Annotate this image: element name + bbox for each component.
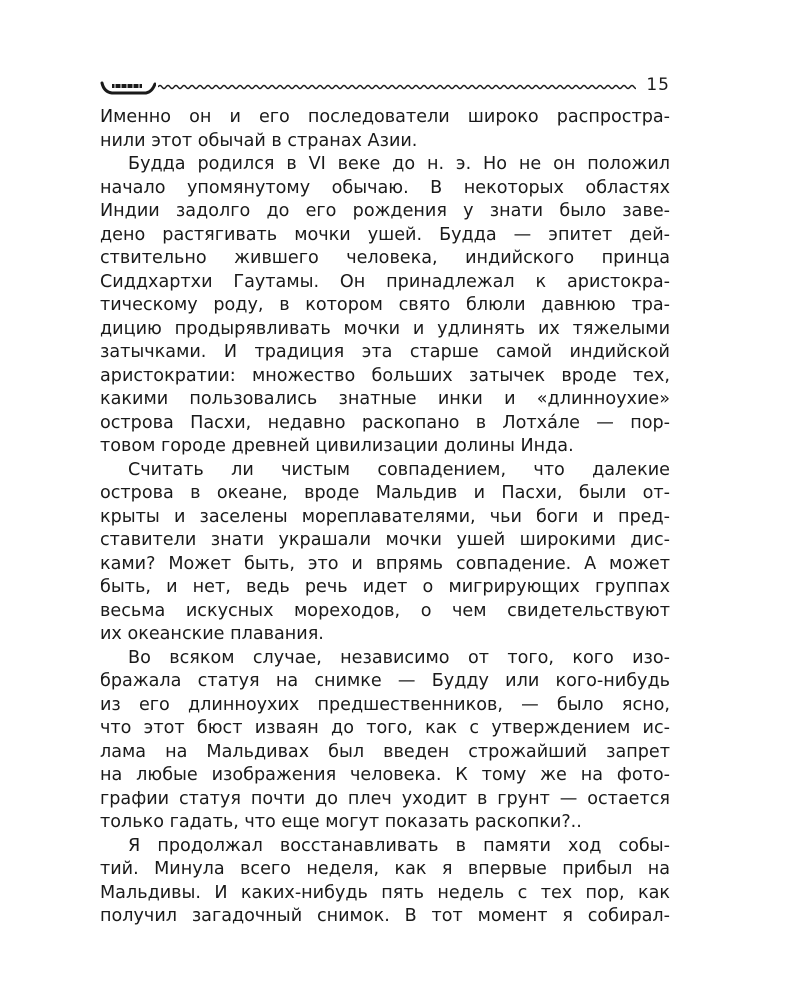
text-line: ствительно жившего человека, индийского принца bbox=[100, 248, 670, 268]
paragraph bbox=[100, 647, 670, 835]
text-line: Будда родился в VI веке до н. э. Но не он положил bbox=[128, 154, 670, 174]
text-line: острова Пасхи, недавно раскопано в Лотха́ле — пор- bbox=[100, 412, 670, 433]
text-line: Я продолжал восстанавливать в памяти ход собы- bbox=[128, 835, 670, 856]
text-line: дено растягивать мочки ушей. Будда — эпитет дей- bbox=[100, 224, 670, 245]
text-line: какими пользовались знатные инки и «длинноухие» bbox=[100, 389, 670, 409]
text-line: только гадать, что еще могут показать раскопки?.. bbox=[100, 812, 582, 832]
text-line: аристократии: множество больших затычек вроде тех, bbox=[100, 365, 670, 386]
text-line: получил загадочный снимок. В тот момент я собирал- bbox=[100, 906, 670, 926]
wave-rule bbox=[158, 82, 636, 92]
text-line: тическому роду, в котором свято блюли давнюю тра- bbox=[100, 295, 670, 315]
text-line: из его длинноухих предшественников, — было ясно, bbox=[100, 694, 670, 715]
text-line: Во всяком случае, независимо от того, кого изо- bbox=[128, 647, 670, 668]
text-line: дицию продырявливать мочки и удлинять их тяжелыми bbox=[100, 318, 670, 339]
paragraph bbox=[100, 459, 670, 647]
text-line: Считать ли чистым совпадением, что далекие bbox=[128, 459, 670, 480]
text-line: лама на Мальдивах был введен строжайший запрет bbox=[100, 741, 670, 762]
text-line: ками? Может быть, это и впрямь совпадение. А может bbox=[100, 553, 670, 574]
text-line: быть, и нет, ведь речь идет о мигрирующих группах bbox=[100, 577, 670, 597]
text-line: начало упомянутому обычаю. В некоторых областях bbox=[100, 177, 670, 198]
text-line: острова в океане, вроде Мальдив и Пасхи, были от- bbox=[100, 483, 670, 503]
text-line: на любые изображения человека. К тому же на фото- bbox=[100, 765, 670, 785]
text-line: тий. Минула всего неделя, как я впервые прибыл на bbox=[100, 859, 670, 879]
text-line: ставители знати украшали мочки ушей широкими дис- bbox=[100, 530, 670, 550]
text-line: что этот бюст изваян до того, как с утверждением ис- bbox=[100, 718, 670, 738]
text-line: Индии задолго до его рождения у знати было заве- bbox=[100, 201, 670, 221]
text-line: товом городе древней цивилизации долины Инда. bbox=[100, 436, 574, 456]
paragraph bbox=[100, 153, 670, 459]
text-line: бражала статуя на снимке — Будду или кого-нибудь bbox=[100, 671, 670, 691]
text-line: Сиддхартхи Гаутамы. Он принадлежал к аристокра- bbox=[100, 271, 670, 292]
text-line: крыты и заселены мореплавателями, чьи боги и пред- bbox=[100, 506, 670, 527]
text-line: весьма искусных мореходов, о чем свидетельствуют bbox=[100, 600, 670, 621]
text-line: нили этот обычай в странах Азии. bbox=[100, 130, 418, 151]
page-number: 15 bbox=[646, 75, 670, 95]
text-line: затычками. И традиция эта старше самой индийской bbox=[100, 342, 670, 362]
boat-icon bbox=[100, 74, 156, 96]
paragraph bbox=[100, 835, 670, 929]
text-line: графии статуя почти до плеч уходит в грунт — остается bbox=[100, 788, 670, 809]
text-line: Именно он и его последователи широко распростра- bbox=[100, 107, 670, 127]
running-header bbox=[100, 74, 670, 98]
text-line: их океанские плавания. bbox=[100, 624, 324, 644]
text-line: Мальдивы. И каких-нибудь пять недель с тех пор, как bbox=[100, 882, 670, 903]
body-text bbox=[100, 106, 670, 929]
paragraph bbox=[100, 106, 670, 153]
